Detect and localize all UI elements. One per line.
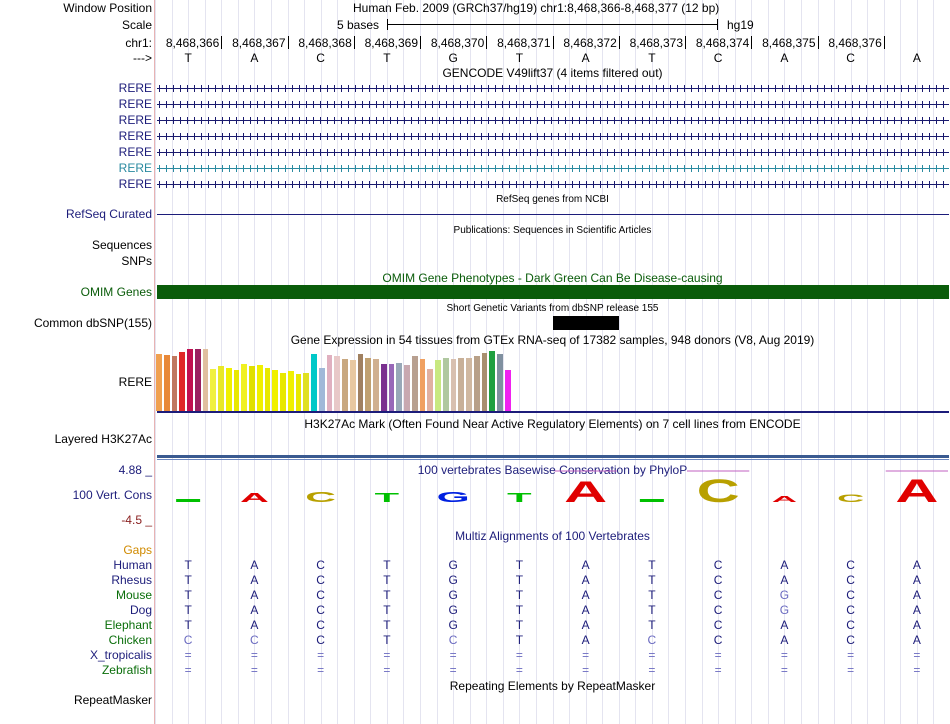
alignment-base: T [184, 618, 192, 632]
base-letter: A [780, 51, 789, 65]
gtex-tissue-bar[interactable] [296, 374, 302, 411]
coordinate-tick [553, 36, 554, 49]
alignment-base: T [515, 588, 524, 602]
phylop-logo-letter[interactable]: C [305, 488, 336, 506]
alignment-base: T [383, 588, 391, 602]
window-position-label: Window Position [63, 1, 152, 15]
base-letter: A [250, 51, 259, 65]
alignment-base: A [581, 588, 590, 602]
phylop-logo-letter[interactable]: T [507, 490, 532, 506]
alignment-base: T [648, 558, 656, 572]
alignment-base: T [648, 573, 656, 587]
gencode-transcript-label[interactable]: RERE [118, 97, 152, 111]
gencode-transcript-line[interactable] [157, 131, 949, 142]
base-letter: T [515, 51, 524, 65]
gtex-tissue-bar[interactable] [195, 349, 201, 411]
alignment-base: A [250, 558, 259, 572]
coordinate-tick-label: 8,468,370 [430, 36, 485, 50]
alignment-base: C [316, 603, 325, 617]
alignment-base: C [250, 633, 259, 647]
species-label[interactable]: Elephant [104, 618, 152, 632]
coordinate-tick-label: 8,468,369 [364, 36, 418, 50]
gtex-tissue-bar[interactable] [458, 358, 464, 411]
gtex-tissue-bar[interactable] [342, 359, 348, 411]
gencode-transcript-line[interactable] [157, 99, 949, 110]
coordinate-tick-label: 8,468,367 [232, 36, 286, 50]
gtex-tissue-bar[interactable] [396, 363, 402, 411]
gtex-tissue-bar[interactable] [156, 354, 162, 411]
gtex-bar-chart[interactable] [156, 349, 556, 411]
coordinate-tick-label: 8,468,368 [298, 36, 352, 50]
base-letter: T [383, 51, 391, 65]
gencode-transcript-line[interactable] [157, 163, 949, 174]
coordinate-tick [751, 36, 752, 49]
phylop-logo-letter[interactable]: A [564, 474, 608, 509]
gencode-transcript-label[interactable]: RERE [118, 161, 152, 175]
gtex-tissue-bar[interactable] [358, 354, 364, 411]
coordinate-tick-label: 8,468,366 [165, 36, 220, 50]
alignment-base: T [184, 573, 192, 587]
alignment-base: T [648, 603, 656, 617]
coordinate-tick-label: 8,468,371 [497, 36, 551, 50]
alignment-base: T [383, 603, 391, 617]
h3k27ac-signal-line [157, 459, 949, 460]
gtex-tissue-bar[interactable] [420, 359, 426, 411]
alignment-base: C [183, 633, 193, 647]
repeatmasker-label[interactable]: RepeatMasker [73, 693, 152, 707]
gtex-tissue-bar[interactable] [373, 359, 379, 411]
alignment-base: T [383, 573, 391, 587]
h3k27ac-track-title[interactable]: H3K27Ac Mark (Often Found Near Active Regulatory Elements) on 7 cell lines from ENCODE [304, 417, 801, 431]
phylop-logo-letter[interactable]: T [374, 490, 400, 506]
alignment-base: C [713, 558, 723, 572]
gencode-track-title[interactable]: GENCODE V49lift37 (4 items filtered out) [442, 66, 663, 80]
alignment-base: A [912, 558, 921, 572]
alignment-base: = [847, 648, 855, 662]
alignment-base: = [317, 663, 325, 677]
scale-bases-label: 5 bases [337, 18, 380, 32]
alignment-base: A [912, 573, 921, 587]
alignment-base: C [846, 603, 855, 617]
alignment-base: = [648, 648, 656, 662]
gtex-track-title[interactable]: Gene Expression in 54 tissues from GTEx RNA-seq of 17382 samples, 948 donors (V8, Aug 2019) [290, 333, 815, 347]
species-label[interactable]: Dog [129, 603, 152, 617]
alignment-base: = [648, 663, 656, 677]
alignment-base: T [383, 633, 391, 647]
phylop-score-mark[interactable] [640, 499, 664, 502]
scale-bar [387, 24, 717, 25]
coordinate-tick-label: 8,468,373 [629, 36, 683, 50]
gtex-tissue-bar[interactable] [265, 368, 271, 411]
alignment-base: = [317, 648, 325, 662]
alignment-base: T [184, 588, 192, 602]
dbsnp-variant-block[interactable] [553, 316, 619, 330]
gtex-tissue-bar[interactable] [427, 369, 433, 411]
chromosome-label: chr1: [125, 36, 152, 50]
repeatmasker-track-title[interactable]: Repeating Elements by RepeatMasker [449, 679, 656, 693]
assembly-label: hg19 [727, 18, 754, 32]
gtex-tissue-bar[interactable] [234, 370, 240, 411]
alignment-base: = [582, 648, 590, 662]
alignment-base: G [779, 603, 790, 617]
alignment-base: A [581, 618, 590, 632]
alignment-base: = [184, 648, 192, 662]
alignment-base: C [846, 558, 855, 572]
gtex-tissue-bar[interactable] [280, 373, 286, 411]
refseq-track-title[interactable]: RefSeq genes from NCBI [496, 194, 609, 205]
phylop-logo-letter[interactable]: C [837, 492, 865, 505]
cons-max-label: 4.88 _ [118, 463, 152, 477]
alignment-base: G [779, 588, 790, 602]
cons-label[interactable]: 100 Vert. Cons [72, 488, 152, 502]
omim-gene-bar[interactable] [157, 285, 949, 299]
coordinate-tick-label: 8,468,374 [695, 36, 750, 50]
gtex-tissue-bar[interactable] [210, 369, 216, 411]
coordinate-tick [818, 36, 819, 49]
base-letter: T [184, 51, 192, 65]
alignment-base: T [515, 558, 524, 572]
alignment-base: C [713, 573, 723, 587]
refseq-curated-label[interactable]: RefSeq Curated [65, 207, 152, 221]
alignment-base: A [581, 633, 590, 647]
alignment-base: C [316, 633, 325, 647]
cons-min-label: -4.5 _ [121, 513, 152, 527]
gtex-tissue-bar[interactable] [365, 358, 371, 411]
alignment-base: = [780, 648, 788, 662]
alignment-base: A [780, 573, 789, 587]
gtex-tissue-bar[interactable] [482, 353, 488, 411]
refseq-gene-line[interactable] [157, 214, 949, 215]
alignment-base: T [515, 573, 524, 587]
phylop-score-mark[interactable] [176, 499, 200, 502]
alignment-base: A [581, 558, 590, 572]
alignment-base: C [713, 588, 723, 602]
gencode-transcript-line[interactable] [157, 83, 949, 94]
base-letter: A [581, 51, 590, 65]
coordinate-tick [685, 36, 686, 49]
alignment-base: = [847, 663, 855, 677]
position-text[interactable]: Human Feb. 2009 (GRCh37/hg19) chr1:8,468,366-8,468,377 (12 bp) [353, 1, 720, 15]
alignment-base: = [714, 648, 722, 662]
gtex-gene-line [157, 411, 949, 413]
alignment-base: T [184, 558, 192, 572]
alignment-base: T [515, 603, 524, 617]
dbsnp-label[interactable]: Common dbSNP(155) [33, 316, 152, 330]
alignment-base: C [713, 633, 723, 647]
alignment-base: = [184, 663, 192, 677]
alignment-base: A [250, 618, 259, 632]
alignment-base: A [912, 603, 921, 617]
alignment-base: A [912, 618, 921, 632]
h3k27ac-signal[interactable] [157, 455, 949, 458]
gtex-tissue-bar[interactable] [203, 349, 209, 411]
gtex-tissue-bar[interactable] [327, 355, 333, 411]
phylop-track-title[interactable]: 100 vertebrates Basewise Conservation by PhyloP [417, 463, 688, 477]
alignment-base: A [912, 633, 921, 647]
omim-track-title[interactable]: OMIM Gene Phenotypes - Dark Green Can Be Disease-causing [382, 271, 723, 285]
gtex-tissue-bar[interactable] [466, 358, 472, 411]
alignment-base: A [250, 603, 259, 617]
coordinate-tick-label: 8,468,375 [762, 36, 816, 50]
alignment-base: C [846, 588, 855, 602]
alignment-base: C [316, 618, 325, 632]
gtex-tissue-bar[interactable] [172, 356, 178, 411]
alignment-base: C [846, 633, 855, 647]
alignment-base: = [250, 648, 258, 662]
alignment-base: C [713, 618, 723, 632]
gtex-tissue-bar[interactable] [497, 354, 503, 411]
scale-bar-right-tick [717, 19, 718, 30]
alignment-base: = [515, 663, 523, 677]
gtex-tissue-bar[interactable] [257, 365, 263, 411]
gtex-tissue-bar[interactable] [249, 366, 255, 411]
gtex-tissue-bar[interactable] [187, 349, 193, 411]
alignment-base: T [515, 618, 524, 632]
alignment-base: = [383, 648, 391, 662]
coordinate-tick-label: 8,468,376 [828, 36, 882, 50]
alignment-base: C [316, 558, 325, 572]
species-label[interactable]: Human [113, 558, 152, 572]
snps-label[interactable]: SNPs [121, 254, 152, 268]
alignment-base: = [383, 663, 391, 677]
alignment-base: = [449, 648, 457, 662]
gtex-tissue-bar[interactable] [288, 371, 294, 411]
coordinate-tick-label: 8,468,372 [563, 36, 617, 50]
gtex-tissue-bar[interactable] [241, 364, 247, 411]
alignment-base: = [515, 648, 523, 662]
alignment-base: = [913, 648, 921, 662]
base-letter: C [846, 51, 855, 65]
strand-label[interactable]: ---> [133, 51, 152, 65]
alignment-base: T [184, 603, 192, 617]
alignment-base: A [250, 588, 259, 602]
gencode-transcript-line[interactable] [157, 147, 949, 158]
alignment-base: C [846, 573, 855, 587]
gtex-tissue-bar[interactable] [404, 365, 410, 411]
alignment-base: = [714, 663, 722, 677]
phylop-logo-letter[interactable]: G [436, 488, 470, 506]
publications-track-title[interactable]: Publications: Sequences in Scientific Articles [453, 225, 652, 236]
alignment-base: T [648, 588, 656, 602]
gencode-transcript-label[interactable]: RERE [118, 177, 152, 191]
multiz-track-title[interactable]: Multiz Alignments of 100 Vertebrates [455, 529, 650, 543]
alignment-base: T [383, 558, 391, 572]
gtex-tissue-bar[interactable] [179, 352, 185, 411]
gtex-tissue-bar[interactable] [350, 360, 356, 411]
alignment-base: G [448, 588, 458, 602]
phylop-logo-letter[interactable]: A [239, 490, 269, 506]
gtex-tissue-bar[interactable] [226, 368, 232, 411]
alignment-base: C [647, 633, 657, 647]
dbsnp-track-title[interactable]: Short Genetic Variants from dbSNP release 155 [446, 303, 659, 314]
gtex-gene-label[interactable]: RERE [118, 375, 152, 389]
alignment-base: G [448, 558, 458, 572]
alignment-base: G [448, 618, 458, 632]
alignment-base: C [846, 618, 855, 632]
base-letter: G [448, 51, 458, 65]
omim-genes-label[interactable]: OMIM Genes [80, 285, 152, 299]
base-letter: T [648, 51, 656, 65]
coordinate-tick [619, 36, 620, 49]
coordinate-tick [486, 36, 487, 49]
gtex-tissue-bar[interactable] [389, 364, 395, 411]
gtex-tissue-bar[interactable] [443, 358, 449, 411]
alignment-base: A [581, 573, 590, 587]
gaps-label[interactable]: Gaps [123, 543, 152, 557]
alignment-base: A [780, 633, 789, 647]
coordinate-tick [288, 36, 289, 49]
gtex-tissue-bar[interactable] [334, 356, 340, 411]
alignment-base: = [250, 663, 258, 677]
alignment-base: A [250, 573, 259, 587]
species-label[interactable]: X_tropicalis [89, 648, 152, 662]
coordinate-tick [221, 36, 222, 49]
gtex-tissue-bar[interactable] [303, 373, 309, 411]
alignment-base: = [582, 663, 590, 677]
gtex-tissue-bar[interactable] [412, 356, 418, 411]
coordinate-tick [354, 36, 355, 49]
gencode-transcript-label[interactable]: RERE [118, 145, 152, 159]
gtex-tissue-bar[interactable] [319, 368, 325, 411]
phylop-logo-letter[interactable]: C [696, 473, 740, 510]
species-label[interactable]: Mouse [115, 588, 152, 602]
phylop-logo-letter[interactable]: A [895, 473, 939, 510]
alignment-base: C [316, 573, 325, 587]
gtex-tissue-bar[interactable] [164, 355, 170, 411]
gtex-tissue-bar[interactable] [218, 366, 224, 411]
alignment-base: G [448, 603, 458, 617]
gtex-tissue-bar[interactable] [505, 370, 511, 411]
base-letter: A [912, 51, 921, 65]
gtex-tissue-bar[interactable] [311, 354, 317, 411]
gencode-transcript-label[interactable]: RERE [118, 81, 152, 95]
alignment-base: C [316, 588, 325, 602]
alignment-base: C [713, 603, 723, 617]
alignment-base: G [448, 573, 458, 587]
alignment-base: T [515, 633, 524, 647]
alignment-base: = [780, 663, 788, 677]
alignment-base: T [648, 618, 656, 632]
species-label[interactable]: Zebrafish [101, 663, 152, 677]
species-label[interactable]: Rhesus [111, 573, 152, 587]
alignment-base: = [449, 663, 457, 677]
base-letter: C [713, 51, 723, 65]
coordinate-tick [420, 36, 421, 49]
alignment-base: A [912, 588, 921, 602]
gtex-tissue-bar[interactable] [435, 360, 441, 411]
gencode-transcript-line[interactable] [157, 115, 949, 126]
phylop-logo-letter[interactable]: A [771, 494, 798, 505]
scale-label: Scale [121, 18, 152, 32]
phylop-logo[interactable] [155, 470, 950, 510]
species-label[interactable]: Chicken [108, 633, 152, 647]
gtex-tissue-bar[interactable] [272, 370, 278, 411]
gtex-tissue-bar[interactable] [381, 364, 387, 411]
gtex-tissue-bar[interactable] [451, 359, 457, 411]
gtex-tissue-bar[interactable] [474, 356, 480, 411]
coordinate-tick [884, 36, 885, 49]
alignment-base: = [913, 663, 921, 677]
gencode-transcript-label[interactable]: RERE [118, 113, 152, 127]
alignment-base: A [780, 618, 789, 632]
alignment-base: A [581, 603, 590, 617]
alignment-base: A [780, 558, 789, 572]
gtex-tissue-bar[interactable] [489, 351, 495, 411]
scale-bar-left-tick [387, 19, 388, 30]
alignment-base: C [448, 633, 458, 647]
gencode-transcript-line[interactable] [157, 179, 949, 190]
gencode-transcript-label[interactable]: RERE [118, 129, 152, 143]
h3k27ac-label[interactable]: Layered H3K27Ac [54, 432, 152, 446]
base-letter: C [316, 51, 325, 65]
alignment-base: T [383, 618, 391, 632]
sequences-label[interactable]: Sequences [91, 238, 152, 252]
